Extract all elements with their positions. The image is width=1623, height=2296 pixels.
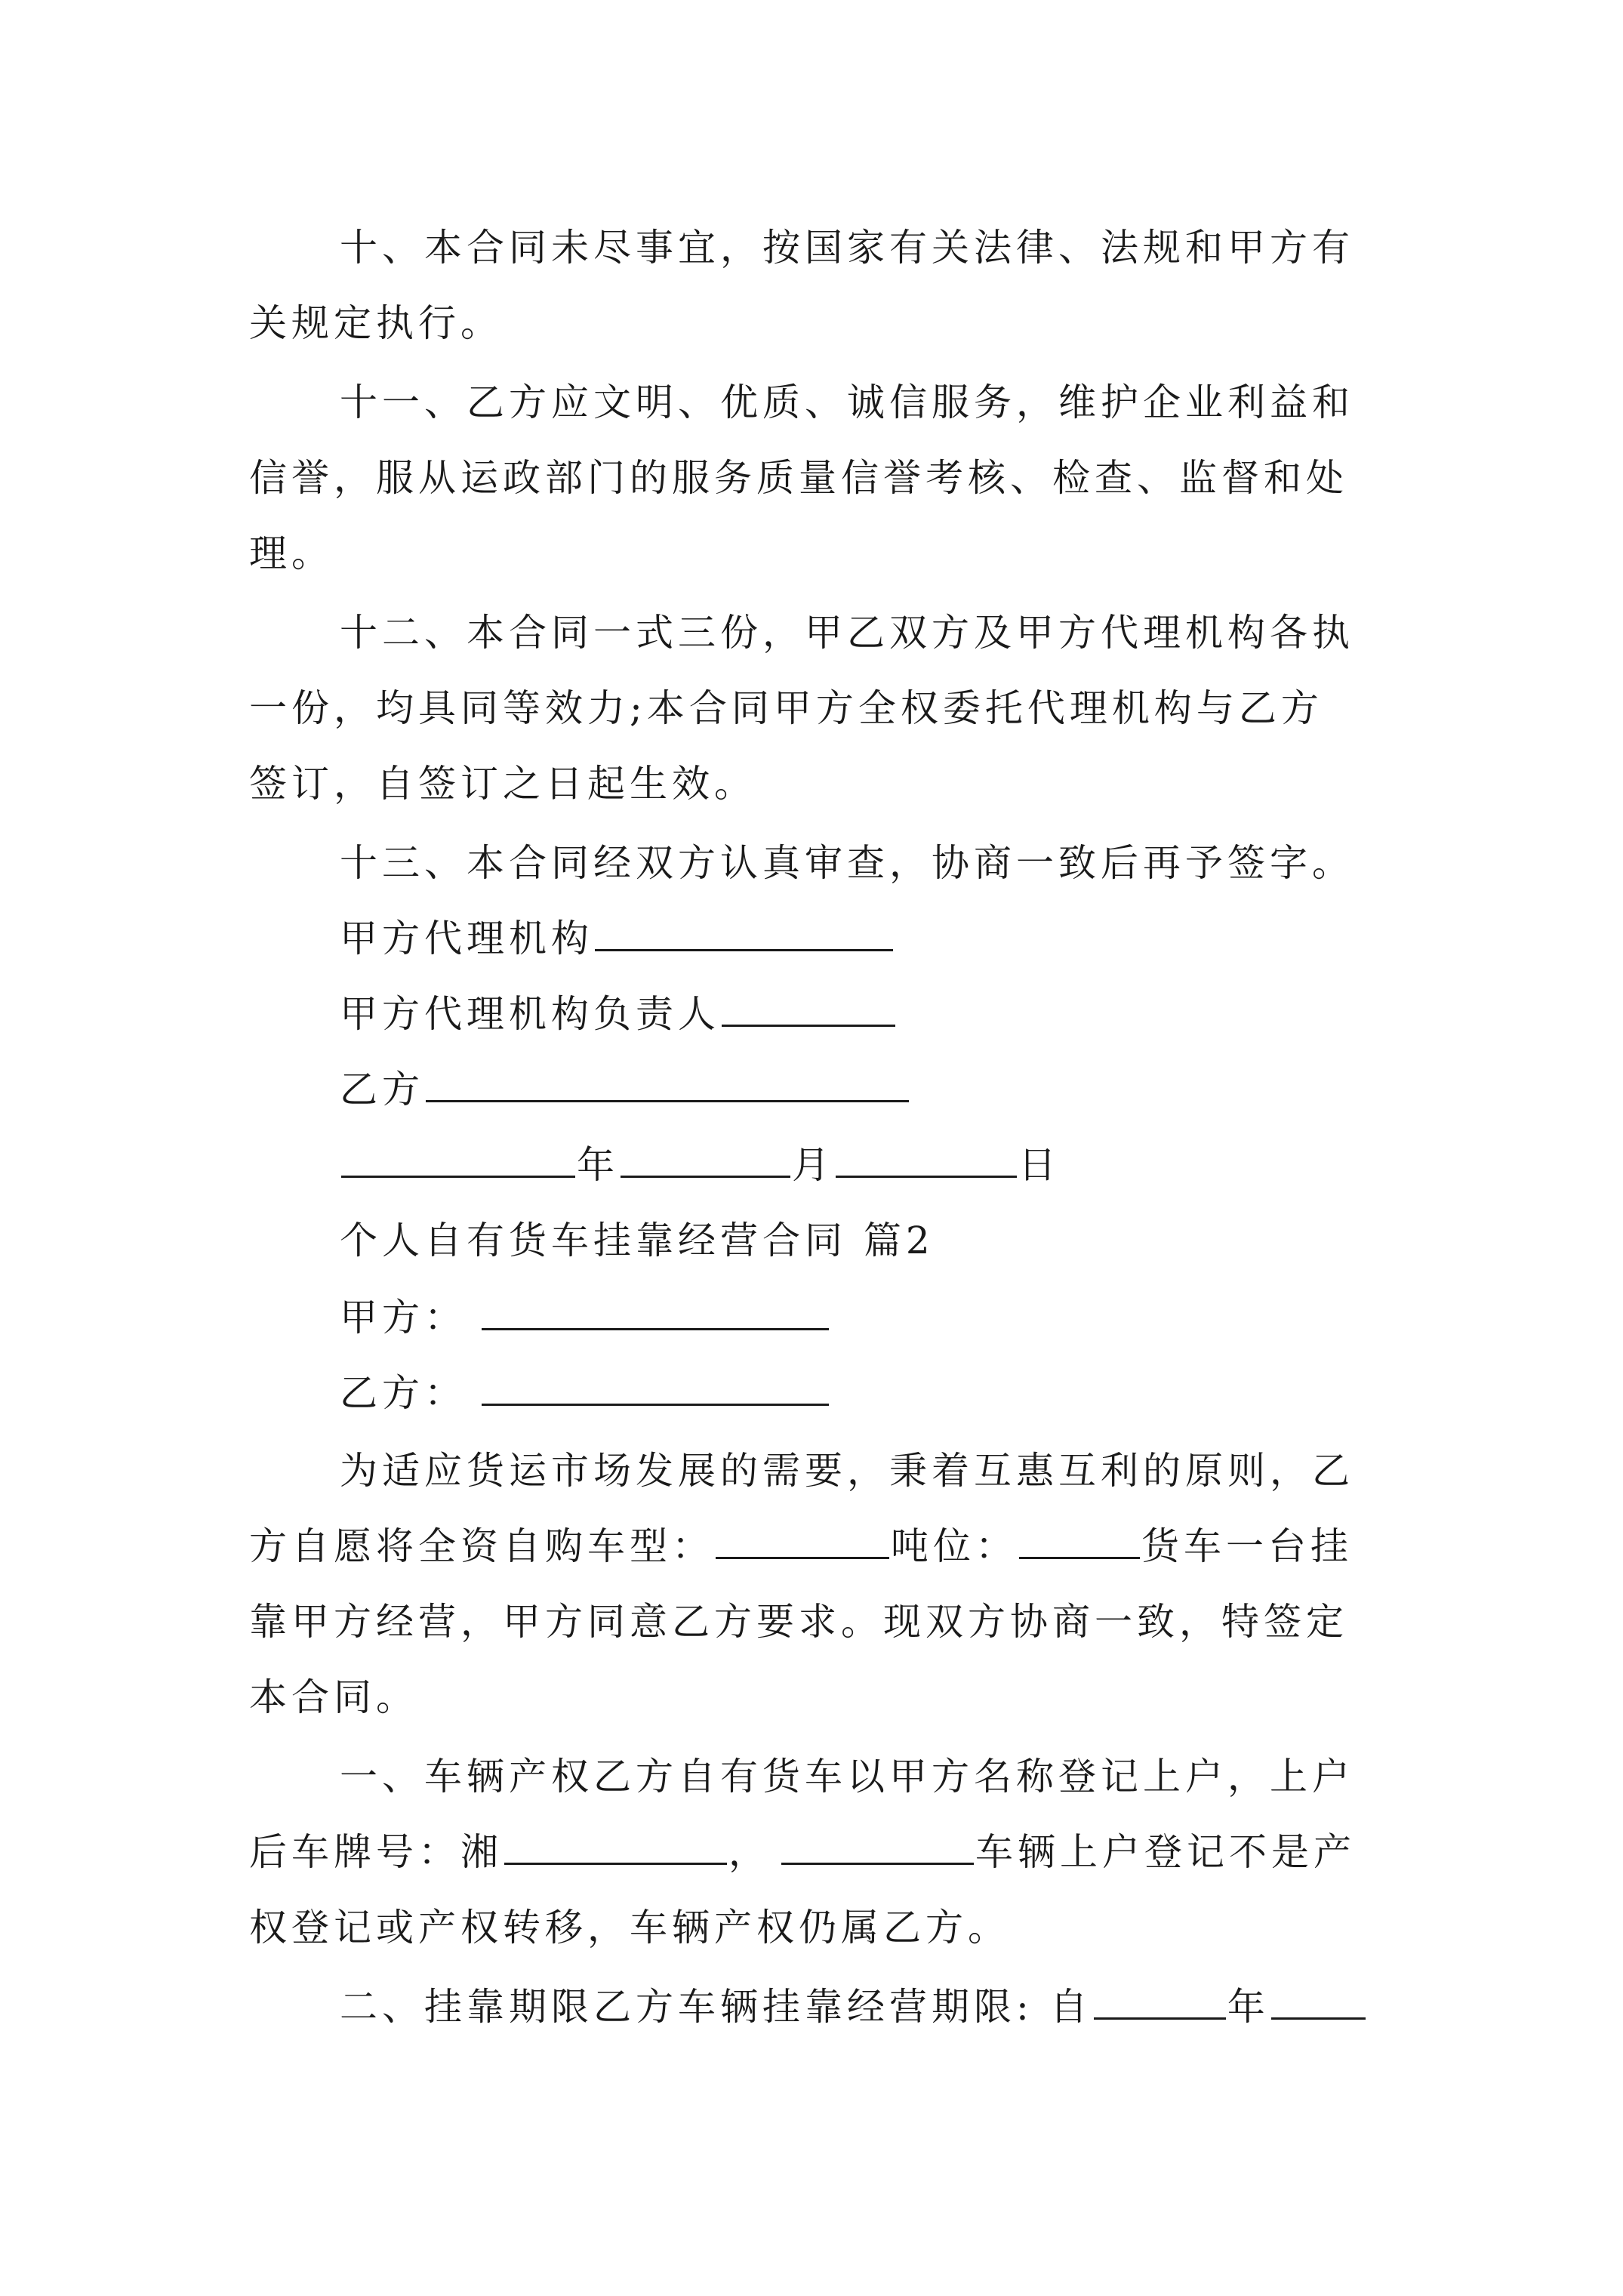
party-b-signature-line <box>340 1067 910 1112</box>
clause-11-line-2: 信誉，服从运政部门的服务质量信誉考核、检查、监督和处 <box>249 456 1348 500</box>
intro-vehicle-type-label: 方自愿将全资自购车型： <box>249 1524 714 1568</box>
agency-head-blank <box>722 1022 895 1027</box>
month-blank <box>621 1173 790 1178</box>
term-label: 二、挂靠期限乙方车辆挂靠经营期限: 自 <box>340 1985 1092 2029</box>
plate-comma: ， <box>728 1830 771 1874</box>
term-year-label: 年 <box>1227 1985 1270 2029</box>
day-blank <box>836 1173 1017 1178</box>
section-2-clause-1-line-3: 权登记或产权转移，车辆产权仍属乙方。 <box>249 1906 1010 1949</box>
year-label: 年 <box>577 1143 619 1187</box>
section-2-title: 个人自有货车挂靠经营合同 篇2 <box>340 1219 935 1262</box>
month-label: 月 <box>792 1143 834 1187</box>
section-2-clause-1-line-1: 一、车辆产权乙方自有货车以甲方名称登记上户，上户 <box>340 1755 1354 1798</box>
date-line <box>340 1142 1061 1188</box>
intro-tonnage-label: 吨位： <box>891 1524 1018 1568</box>
tonnage-blank <box>1019 1554 1140 1559</box>
clause-12-line-2: 一份，均具同等效力;本合同甲方全权委托代理机构与乙方 <box>249 686 1323 730</box>
plate-extra-blank <box>781 1860 974 1865</box>
section-2-clause-1-line-2 <box>249 1829 1356 1875</box>
clause-12-line-3: 签订，自签订之日起生效。 <box>249 762 756 806</box>
intro-line-1: 为适应货运市场发展的需要，秉着互惠互利的原则，乙 <box>340 1449 1354 1493</box>
clause-13-line-1: 十三、本合同经双方认真审查，协商一致后再予签字。 <box>340 841 1354 885</box>
section-2-party-b-line <box>340 1370 830 1416</box>
agency-blank <box>595 946 893 951</box>
vehicle-type-blank <box>716 1554 889 1559</box>
intro-line-2 <box>249 1524 1353 1569</box>
section-2-party-a-blank <box>482 1325 829 1330</box>
agency-signature-line <box>340 916 895 961</box>
party-b-blank <box>426 1097 909 1102</box>
section-2-clause-2-line-1 <box>340 1984 1367 2029</box>
term-start-month-blank <box>1271 2014 1366 2020</box>
section-2-party-a-label: 甲方： <box>340 1296 467 1339</box>
term-start-year-blank <box>1094 2014 1226 2020</box>
agency-head-label: 甲方代理机构负责人 <box>340 992 720 1036</box>
intro-line-3: 靠甲方经营，甲方同意乙方要求。现双方协商一致，特签定 <box>249 1600 1348 1644</box>
clause-11-line-1: 十一、乙方应文明、优质、诚信服务，维护企业利益和 <box>340 381 1354 424</box>
clause-11-line-3: 理。 <box>249 532 334 575</box>
intro-line-4: 本合同。 <box>249 1675 418 1719</box>
clause-12-line-1: 十二、本合同一式三份，甲乙双方及甲方代理机构各执 <box>340 611 1354 655</box>
year-blank <box>341 1173 575 1178</box>
intro-truck-text: 货车一台挂 <box>1141 1524 1353 1568</box>
agency-label: 甲方代理机构 <box>340 917 593 960</box>
clause-10-line-2: 关规定执行。 <box>249 301 503 345</box>
day-label: 日 <box>1018 1143 1061 1187</box>
plate-number-label: 后车牌号：湘 <box>249 1830 503 1874</box>
party-b-label: 乙方 <box>340 1068 424 1111</box>
clause-10-line-1: 十、本合同未尽事宜，按国家有关法律、法规和甲方有 <box>340 226 1354 270</box>
registration-text: 车辆上户登记不是产 <box>975 1830 1356 1874</box>
plate-number-blank <box>504 1860 727 1865</box>
section-2-party-b-label: 乙方： <box>340 1371 467 1415</box>
section-2-party-a-line <box>340 1295 830 1340</box>
section-2-party-b-blank <box>482 1401 829 1406</box>
agency-head-signature-line <box>340 991 897 1037</box>
